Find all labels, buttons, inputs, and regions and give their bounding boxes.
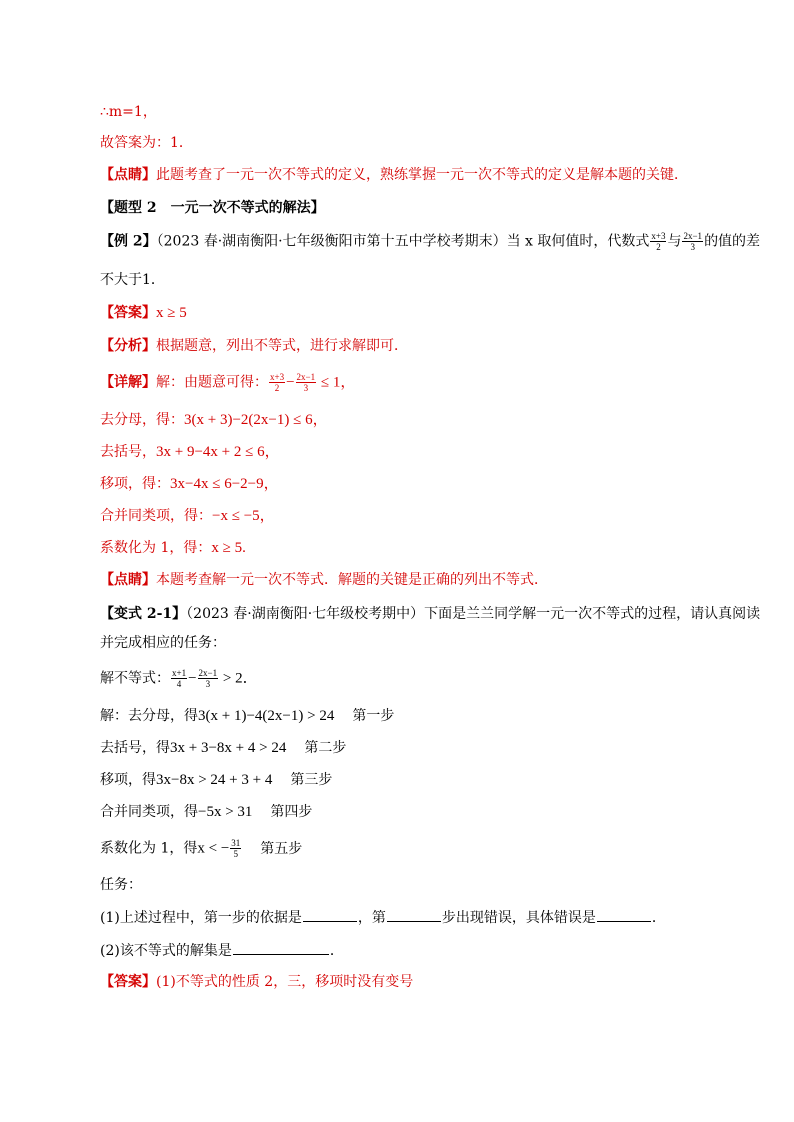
question-minus: − <box>188 670 197 687</box>
step-math: 3x−4x ≤ 6−2−9， <box>170 476 279 492</box>
answer2-line <box>100 972 413 992</box>
comment-line <box>100 165 688 185</box>
variant-text: （2023 春·湖南衡阳·七年级校考期中）下面是兰兰同学解一元一次不等式的过程，请认真阅读 <box>186 606 761 622</box>
analysis-block <box>100 336 408 356</box>
task-heading <box>100 875 142 895</box>
step-note: 第四步 <box>270 804 313 820</box>
step-note: 第二步 <box>304 740 347 756</box>
step-label: 去括号，得 <box>100 740 170 756</box>
comment-tag: 【点睛】 <box>100 167 156 183</box>
task-heading-text: 任务： <box>100 877 142 893</box>
fraction-denominator: 5 <box>233 849 239 859</box>
step-math: 3(x + 1)−4(2x−1) > 24 <box>198 708 335 724</box>
step-note: 第五步 <box>260 840 303 857</box>
task2-text-b: ． <box>329 943 344 959</box>
step-math: 3x−8x > 24 + 3 + 4 <box>156 772 273 788</box>
example2-line2-text: 不大于1． <box>100 272 165 288</box>
task-question-1 <box>100 907 666 928</box>
fraction-numerator: 2x−1 <box>296 372 316 382</box>
example2-text-c: 的值的差 <box>704 233 761 250</box>
answer-blank-4[interactable] <box>233 940 329 955</box>
solution-step-5 <box>100 538 246 558</box>
work-step-3 <box>100 770 332 790</box>
answer-line <box>100 133 193 153</box>
variant-tag: 【变式 2-1】 <box>100 606 187 622</box>
work-step-2 <box>100 738 346 758</box>
fraction-denominator: 2 <box>656 242 661 252</box>
variant-line1 <box>100 604 760 624</box>
solution-step-1 <box>100 410 328 430</box>
detail-text-a: 解：由题意可得： <box>156 374 268 391</box>
step-label: 合并同类项，得： <box>100 508 212 524</box>
work-step-1 <box>100 706 394 726</box>
task1-text-c: 步出现错误，具体错误是 <box>441 910 596 926</box>
comment2-text: 本题考查解一元一次不等式．解题的关键是正确的列出不等式． <box>156 572 548 588</box>
step-label: 合并同类项，得 <box>100 804 198 820</box>
fraction-numerator: 2x−1 <box>683 231 703 241</box>
fraction-denominator: 4 <box>176 679 182 689</box>
step-math: 3x + 9−4x + 2 ≤ 6， <box>156 444 280 460</box>
question-fraction-2 <box>198 668 219 689</box>
variant-line2 <box>100 633 226 653</box>
step-label: 去分母，得： <box>100 412 184 428</box>
question-inequality <box>100 668 258 689</box>
step-label: 系数化为 1，得 <box>100 840 198 857</box>
example2-text-b: 与 <box>667 233 682 250</box>
step-label: 系数化为 1，得： <box>100 540 212 556</box>
task1-text-a: (1)上述过程中，第一步的依据是 <box>100 910 302 926</box>
step-math: −x ≤ −5， <box>212 508 275 524</box>
step-math: x < − <box>197 840 230 857</box>
fraction-numerator: x+3 <box>651 231 666 241</box>
analysis-tag: 【分析】 <box>100 338 156 354</box>
step-label: 去括号， <box>100 444 156 460</box>
work-step-4 <box>100 802 312 822</box>
analysis-text: 根据题意，列出不等式，进行求解即可． <box>156 338 408 354</box>
fraction-denominator: 3 <box>205 679 211 689</box>
answer-blank-2[interactable] <box>387 907 441 922</box>
comment-text: 此题考查了一元一次不等式的定义，熟练掌握一元一次不等式的定义是解本题的关键． <box>156 167 688 183</box>
fraction-numerator: 2x−1 <box>198 668 218 678</box>
task2-text-a: (2)该不等式的解集是 <box>100 943 232 959</box>
step-note: 第三步 <box>290 772 333 788</box>
detail-fraction-2 <box>296 372 317 393</box>
answer-text: 故答案为：1． <box>100 135 193 151</box>
solution-step-4 <box>100 506 275 526</box>
fraction-numerator: 31 <box>231 838 241 848</box>
fraction-denominator: 3 <box>690 242 696 252</box>
step-fraction <box>230 838 241 859</box>
work-step-5 <box>100 838 302 859</box>
answer-block <box>100 303 187 323</box>
step-math: 3(x + 3)−2(2x−1) ≤ 6， <box>184 412 328 428</box>
question-tail: > 2． <box>219 670 258 687</box>
task1-text-b: ，第 <box>357 910 386 926</box>
answer2-text: (1)不等式的性质 2，三，移项时没有变号 <box>156 974 414 990</box>
step-note: 第一步 <box>352 708 395 724</box>
section-heading <box>100 198 325 218</box>
step-math: −5x > 31 <box>198 804 253 820</box>
comment2-tag: 【点睛】 <box>100 572 156 588</box>
comment2-line <box>100 570 548 590</box>
answer-tag: 【答案】 <box>100 305 156 321</box>
step-label: 移项，得： <box>100 476 170 492</box>
solution-step-2 <box>100 442 280 462</box>
step-math: x ≥ 5. <box>211 540 246 556</box>
answer-blank-3[interactable] <box>597 907 651 922</box>
detail-fraction-1 <box>269 372 285 393</box>
conclusion-text: ∴m=1， <box>100 104 157 120</box>
example2-line1 <box>100 231 760 252</box>
step-label: 解：去分母，得 <box>100 708 198 724</box>
detail-block <box>100 372 355 393</box>
question-fraction-1 <box>171 668 187 689</box>
fraction-denominator: 2 <box>274 383 280 393</box>
detail-minus: − <box>286 374 295 391</box>
fraction-numerator: x+1 <box>172 668 187 678</box>
step-label: 移项，得 <box>100 772 156 788</box>
answer-blank-1[interactable] <box>303 907 357 922</box>
task1-text-d: ． <box>651 910 666 926</box>
example2-fraction-1 <box>650 231 666 252</box>
variant-line2-text: 并完成相应的任务： <box>100 635 226 651</box>
solution-step-3 <box>100 474 279 494</box>
task-question-2 <box>100 940 344 961</box>
step-math: 3x + 3−8x + 4 > 24 <box>170 740 287 756</box>
example2-fraction-2 <box>682 231 703 252</box>
conclusion-line <box>100 102 157 122</box>
detail-text-b: ≤ 1， <box>317 374 356 391</box>
question-label: 解不等式： <box>100 670 170 687</box>
section-heading-text: 【题型 2 一元一次不等式的解法】 <box>100 200 325 216</box>
answer2-tag: 【答案】 <box>100 974 156 990</box>
example2-text-a: （2023 春·湖南衡阳·七年级衡阳市第十五中学校考期末）当 x 取何值时，代数式 <box>156 233 650 250</box>
fraction-denominator: 3 <box>303 383 309 393</box>
answer-value: x ≥ 5 <box>156 305 187 321</box>
example2-line2 <box>100 270 165 290</box>
detail-tag: 【详解】 <box>100 374 156 391</box>
example2-tag: 【例 2】 <box>100 233 157 250</box>
fraction-numerator: x+3 <box>270 372 285 382</box>
